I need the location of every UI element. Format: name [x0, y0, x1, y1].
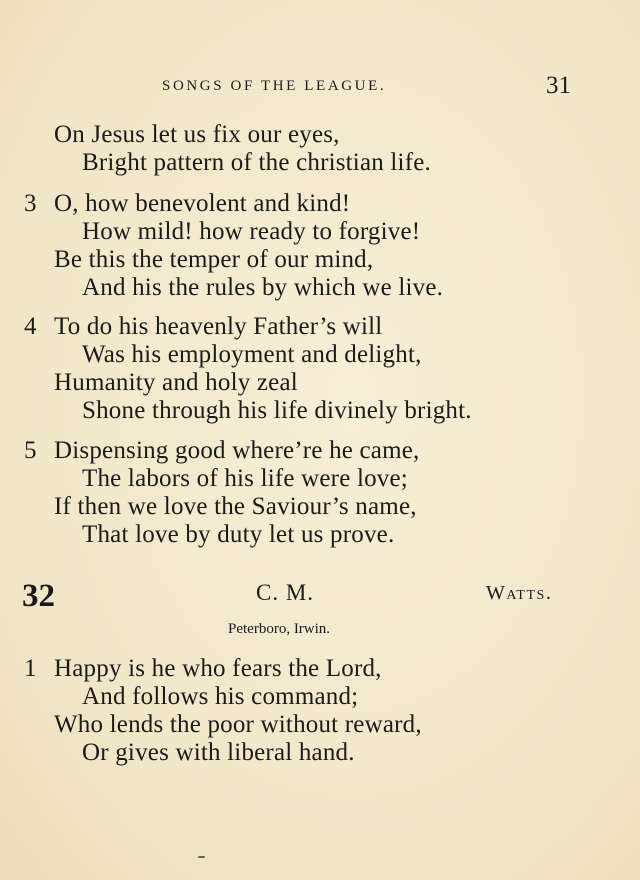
hymn-tunes: Peterboro, Irwin. — [228, 621, 331, 637]
verse-line: How mild! how ready to forgive! — [82, 218, 421, 245]
verse-line: And follows his command; — [82, 683, 359, 710]
hymn-author: Watts. — [486, 582, 553, 604]
verse-line: Bright pattern of the christian life. — [82, 149, 431, 176]
page-number: 31 — [546, 72, 571, 99]
verse-line: If then we love the Saviour’s name, — [54, 493, 417, 520]
hymn-number: 32 — [22, 578, 55, 614]
verse-line: Humanity and holy zeal — [54, 369, 298, 396]
verse-line: To do his heavenly Father’s will — [54, 313, 383, 340]
page-header — [0, 72, 640, 102]
hymn-meter: C. M. — [256, 580, 315, 605]
verse-line: And his the rules by which we live. — [82, 274, 444, 301]
verse-line: Happy is he who fears the Lord, — [54, 655, 382, 682]
verse-line: O, how benevolent and kind! — [54, 190, 351, 217]
verse-line: On Jesus let us fix our eyes, — [54, 121, 340, 148]
verse-line: Be this the temper of our mind, — [54, 246, 374, 273]
verse-line: Or gives with liberal hand. — [82, 739, 355, 766]
verse-line: Shone through his life divinely bright. — [82, 397, 472, 424]
running-title: SONGS OF THE LEAGUE. — [162, 78, 387, 94]
verse-line: The labors of his life were love; — [82, 465, 408, 492]
stanza-number: 3 — [24, 190, 37, 217]
verse-line: That love by duty let us prove. — [82, 521, 395, 548]
stanza-number: 4 — [24, 313, 37, 340]
stanza-number: 5 — [24, 437, 37, 464]
ink-speck — [198, 856, 205, 858]
verse-line: Dispensing good where’re he came, — [54, 437, 420, 464]
verse-line: Who lends the poor without reward, — [54, 711, 422, 738]
stanza-number: 1 — [24, 655, 37, 682]
verse-line: Was his employment and delight, — [82, 341, 422, 368]
